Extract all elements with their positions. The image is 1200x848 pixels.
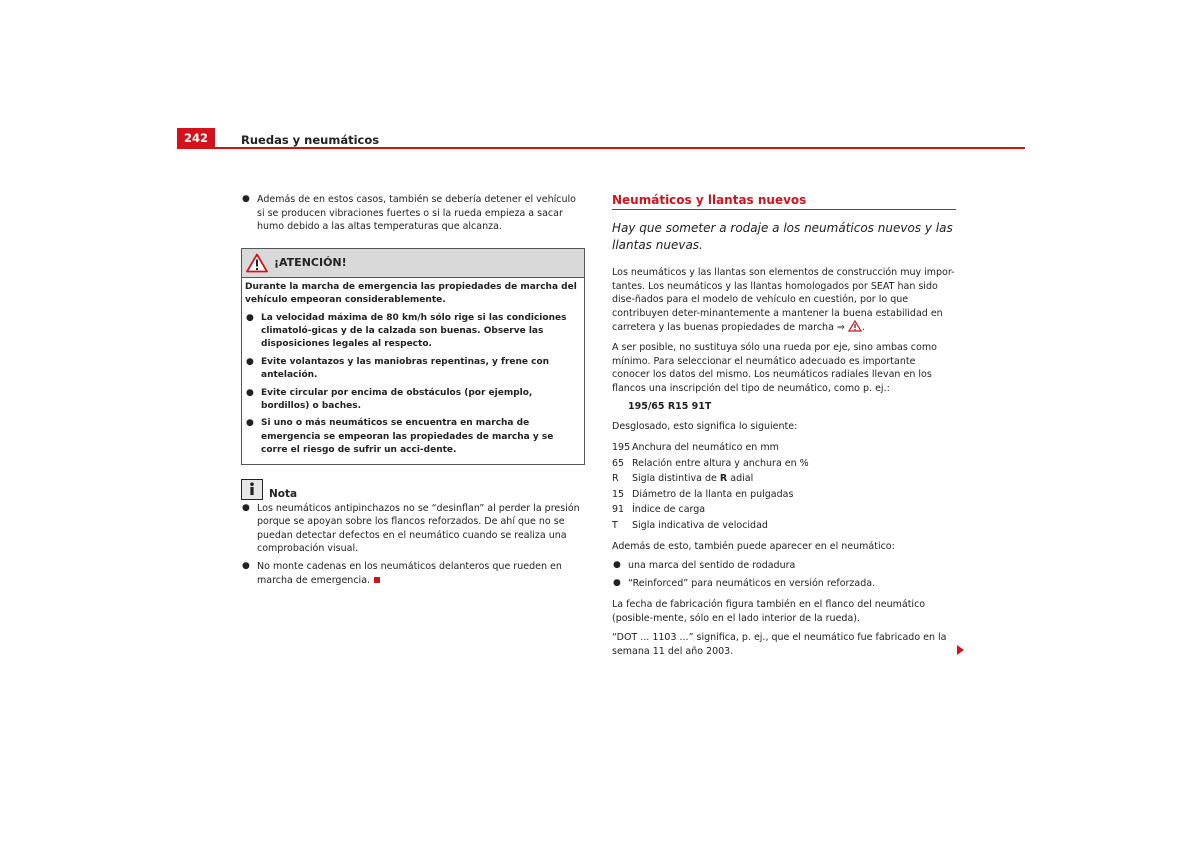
breakdown-row (612, 487, 956, 503)
breakdown-key: T (612, 519, 618, 531)
breakdown-row (612, 502, 956, 518)
info-icon (241, 479, 263, 500)
warning-item-text: Evite volantazos y las maniobras repentinas, y frene con antelación. (261, 356, 550, 381)
note-item-text: Los neumáticos antipinchazos no se “desinflan” al perder la presión porque se apoyan sobre los flancos reforzados. De ahí que no se puedan detectar defectos en el neumático cuando se realiza una comprobación visual. (257, 502, 580, 555)
warning-intro: Durante la marcha de emergencia las propiedades de marcha del vehículo empeoran considerablemente. (245, 281, 577, 306)
warning-item (245, 387, 581, 414)
header-rule (177, 147, 1025, 149)
breakdown-key: 15 (612, 488, 625, 500)
breakdown-key: R (612, 473, 619, 485)
warning-item-text: La velocidad máxima de 80 km/h sólo rige si las condiciones climatoló-gicas y de la calzada son buenas. Observe las disposiciones legales al respecto. (261, 312, 567, 350)
also-item-text: una marca del sentido de rodadura (628, 560, 796, 572)
breakdown-value: Relación entre altura y anchura en % (632, 457, 809, 469)
breakdown-value: Sigla distintiva de R adial (632, 473, 754, 485)
warning-body (242, 278, 584, 464)
also-item (612, 577, 956, 591)
section-end-marker-icon (374, 577, 380, 583)
breakdown-value: Diámetro de la llanta en pulgadas (632, 488, 794, 500)
breakdown-value: Sigla indicativa de velocidad (632, 519, 768, 531)
bullet-icon: ● (613, 577, 621, 588)
paragraph: La fecha de fabricación figura también en el flanco del neumático (posible-mente, sólo en el lado interior de la rueda). (612, 599, 926, 624)
warning-item-text: Si uno o más neumáticos se encuentra en marcha de emergencia se empeoran las propiedades de marcha y se corre el riesgo de sufrir un acci-dente. (261, 418, 554, 456)
note-item-text: No monte cadenas en los neumáticos delanteros que rueden en marcha de emergencia. (257, 561, 562, 586)
note-title: Nota (269, 487, 298, 500)
bullet-icon: ● (242, 194, 250, 204)
breakdown-row (612, 518, 956, 534)
intro-bullet-text: Además de en estos casos, también se debería detener el vehículo si se producen vibraciones fuertes o si la rueda empieza a sacar humo debido a las altas temperaturas que alcanza. (257, 194, 576, 233)
warning-item-text: Evite circular por encima de obstáculos (por ejemplo, bordillos) o baches. (261, 387, 533, 412)
bullet-icon: ● (246, 418, 254, 429)
breakdown-row (612, 471, 956, 487)
left-column (241, 193, 585, 591)
bullet-icon: ● (242, 502, 250, 513)
paragraph: “DOT ... 1103 ...” significa, p. ej., que el neumático fue fabricado en la semana 11 del año 2003. (612, 632, 947, 658)
warning-reference-icon (848, 320, 862, 332)
bullet-icon: ● (613, 560, 621, 571)
bullet-icon: ● (242, 561, 250, 572)
warning-header (242, 249, 584, 278)
chapter-title: Ruedas y neumáticos (241, 133, 380, 147)
note-item (241, 502, 585, 556)
breakdown-key: 91 (612, 504, 625, 516)
tire-code: 195/65 R15 91T (628, 401, 712, 413)
warning-box (241, 248, 585, 465)
page-number: 242 (177, 128, 215, 148)
also-intro: Además de esto, también puede aparecer en el neumático: (612, 540, 895, 552)
breakdown-value: Anchura del neumático en mm (632, 441, 779, 453)
paragraph: Los neumáticos y las llantas son elementos de construcción muy impor-tantes. Los neumáticos y las llantas homologados por SEAT han sido dise-ñados para el modelo de vehículo en cuestión, por lo que contribuyen deter-minantemente a mantener la buena estabilidad en carretera y las buenas propiedades de marcha ⇒ . (612, 267, 955, 334)
section-lead: Hay que someter a rodaje a los neumáticos nuevos y las llantas nuevas. (612, 221, 953, 252)
breakdown-row (612, 440, 956, 456)
breakdown-row (612, 456, 956, 472)
warning-item (245, 312, 581, 352)
breakdown-intro: Desglosado, esto significa lo siguiente: (612, 421, 798, 433)
continue-arrow-icon (957, 645, 964, 655)
also-item (612, 559, 956, 573)
paragraph: A ser posible, no sustituya sólo una rueda por eje, sino ambas como mínimo. Para seleccionar el neumático adecuado es importante conocer los datos del mismo. Los neumáticos radiales llevan en los flancos una inscripción del tipo de neumático, como p. ej.: (612, 341, 937, 394)
breakdown-list (612, 440, 956, 534)
also-item-text: “Reinforced” para neumáticos en versión reforzada. (628, 577, 876, 589)
warning-item (245, 417, 581, 457)
intro-bullet (241, 193, 585, 234)
breakdown-value: Índice de carga (632, 504, 706, 516)
section-title: Neumáticos y llantas nuevos (612, 193, 956, 210)
bullet-icon: ● (246, 356, 254, 367)
bullet-icon: ● (246, 312, 254, 323)
warning-triangle-icon (246, 253, 268, 273)
right-column (612, 193, 956, 665)
warning-title: ¡ATENCIÓN! (274, 256, 347, 270)
breakdown-key: 195 (612, 441, 631, 453)
bullet-icon: ● (246, 387, 254, 398)
breakdown-key: 65 (612, 457, 625, 469)
note-header (241, 479, 585, 500)
paragraph-text: Los neumáticos y las llantas son elementos de construcción muy impor-tantes. Los neumáticos y las llantas homologados por SEAT han sido dise-ñados para el modelo de vehículo en cuestión, por lo que contribuyen deter-minantemente a mantener la buena estabilidad en carretera y las buenas propiedades de marcha ⇒ (612, 267, 955, 334)
note-item (241, 560, 585, 587)
warning-item (245, 356, 581, 383)
